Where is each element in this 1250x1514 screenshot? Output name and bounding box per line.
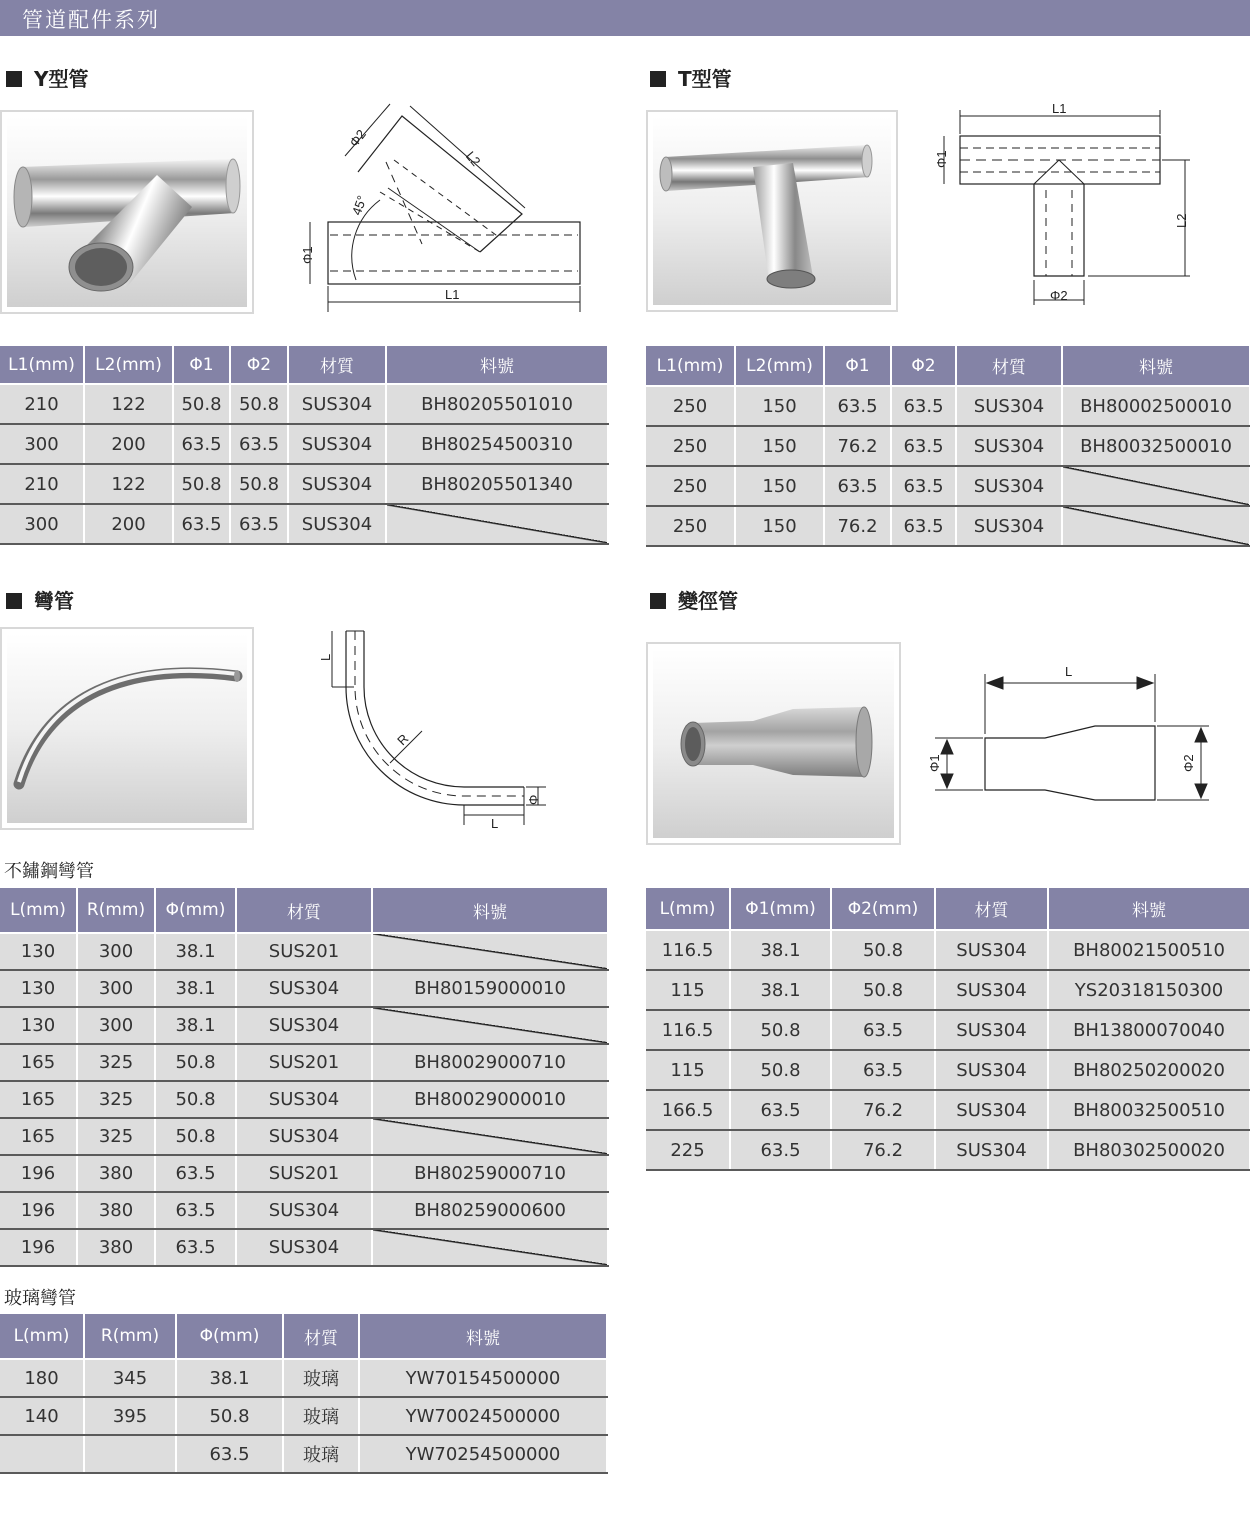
table-row — [0, 1155, 608, 1192]
cell: 165 — [0, 1118, 77, 1155]
cell: BH80032500510 — [1048, 1090, 1250, 1130]
cell: 50.8 — [176, 1397, 283, 1435]
empty-cell-slash — [372, 1229, 608, 1266]
steel-bend-table — [0, 888, 609, 1267]
cell: SUS304 — [288, 464, 386, 504]
cell: 76.2 — [831, 1130, 935, 1170]
glass-bend-table — [0, 1314, 608, 1474]
cell: 50.8 — [230, 464, 288, 504]
cell: 300 — [0, 424, 84, 464]
reducer-table — [646, 888, 1250, 1171]
cell: SUS304 — [236, 1081, 372, 1118]
col-header: Φ1 — [173, 346, 230, 384]
cell: 50.8 — [831, 970, 935, 1010]
cell: 玻璃 — [283, 1397, 359, 1435]
table-row — [0, 1359, 607, 1397]
cell: 63.5 — [891, 506, 956, 546]
cell: 122 — [84, 384, 173, 424]
col-header: L(mm) — [0, 888, 77, 933]
cell: 玻璃 — [283, 1435, 359, 1473]
t-pipe-image — [653, 117, 891, 305]
bend-photo — [0, 627, 254, 830]
cell: SUS304 — [956, 466, 1062, 506]
cell: 250 — [646, 466, 735, 506]
col-header: R(mm) — [77, 888, 155, 933]
cell: SUS304 — [236, 1118, 372, 1155]
col-header: 材質 — [935, 888, 1048, 930]
cell: 76.2 — [831, 1090, 935, 1130]
cell: SUS304 — [236, 1192, 372, 1229]
cell: YS20318150300 — [1048, 970, 1250, 1010]
cell: SUS304 — [935, 1130, 1048, 1170]
col-header: L1(mm) — [646, 346, 735, 386]
cell: 63.5 — [891, 466, 956, 506]
header-bar — [0, 0, 1250, 36]
cell: 63.5 — [155, 1155, 236, 1192]
cell: SUS304 — [935, 970, 1048, 1010]
cell: BH80029000710 — [372, 1044, 608, 1081]
reducer-title: 變徑管 — [678, 589, 738, 613]
col-header: 材質 — [283, 1314, 359, 1359]
empty-cell-slash — [1062, 466, 1250, 506]
square-bullet-icon — [6, 71, 22, 87]
cell: 50.8 — [730, 1010, 831, 1050]
cell: 38.1 — [730, 930, 831, 970]
cell: BH80032500010 — [1062, 426, 1250, 466]
cell: 115 — [646, 970, 730, 1010]
y-phi2-label: Φ2 — [346, 126, 369, 150]
cell: 63.5 — [831, 1010, 935, 1050]
table-row — [0, 1007, 608, 1044]
t-pipe-title: T型管 — [678, 67, 732, 91]
empty-cell-slash — [1062, 506, 1250, 546]
table-row — [0, 970, 608, 1007]
section-t-pipe — [650, 63, 732, 92]
t-l2-label: L2 — [1174, 213, 1189, 228]
cell: SUS304 — [236, 970, 372, 1007]
page-title: 管道配件系列 — [22, 8, 160, 32]
col-header: 材質 — [956, 346, 1062, 386]
cell: 300 — [77, 970, 155, 1007]
col-header: Φ1(mm) — [730, 888, 831, 930]
cell: 196 — [0, 1229, 77, 1266]
col-header: Φ2 — [230, 346, 288, 384]
empty-cell-slash — [372, 1118, 608, 1155]
cell: BH80254500310 — [386, 424, 608, 464]
cell: 50.8 — [155, 1081, 236, 1118]
reducer-diagram — [925, 660, 1225, 810]
table-row — [646, 930, 1250, 970]
cell: 165 — [0, 1081, 77, 1118]
cell: 250 — [646, 426, 735, 466]
cell: 63.5 — [824, 386, 891, 426]
cell: 38.1 — [155, 933, 236, 970]
cell: 300 — [0, 504, 84, 544]
cell: BH80002500010 — [1062, 386, 1250, 426]
reducer-image — [653, 649, 894, 838]
cell: BH80021500510 — [1048, 930, 1250, 970]
cell: 玻璃 — [283, 1359, 359, 1397]
col-header: Φ(mm) — [155, 888, 236, 933]
cell: 63.5 — [230, 504, 288, 544]
table-header-row — [0, 346, 608, 384]
cell: 130 — [0, 1007, 77, 1044]
cell: 50.8 — [730, 1050, 831, 1090]
table-row — [0, 424, 608, 464]
table-header-row — [0, 888, 608, 933]
cell: 300 — [77, 933, 155, 970]
col-header: L2(mm) — [84, 346, 173, 384]
table-row — [0, 1192, 608, 1229]
cell: SUS201 — [236, 933, 372, 970]
cell: 116.5 — [646, 930, 730, 970]
cell: SUS304 — [288, 424, 386, 464]
table-row — [0, 504, 608, 544]
square-bullet-icon — [650, 71, 666, 87]
cell: SUS304 — [956, 426, 1062, 466]
cell: 50.8 — [831, 930, 935, 970]
table-row — [0, 1435, 607, 1473]
table-header-row — [646, 346, 1250, 386]
cell: SUS201 — [236, 1155, 372, 1192]
y-l2-label: L2 — [462, 148, 484, 169]
cell: 50.8 — [173, 464, 230, 504]
reducer-photo — [646, 642, 901, 845]
section-bend — [6, 585, 74, 614]
cell: 63.5 — [730, 1130, 831, 1170]
bend-l-bottom-label: L — [491, 816, 499, 831]
cell: SUS304 — [956, 506, 1062, 546]
cell: 63.5 — [176, 1435, 283, 1473]
table-row — [646, 970, 1250, 1010]
cell — [0, 1435, 84, 1473]
y-l1-label: L1 — [445, 287, 460, 302]
cell: SUS304 — [236, 1007, 372, 1044]
cell: YW70154500000 — [359, 1359, 607, 1397]
col-header: Φ2(mm) — [831, 888, 935, 930]
cell: 63.5 — [155, 1229, 236, 1266]
cell: 76.2 — [824, 426, 891, 466]
cell: 63.5 — [730, 1090, 831, 1130]
cell: 63.5 — [891, 386, 956, 426]
table-row — [646, 506, 1250, 546]
cell: 210 — [0, 464, 84, 504]
table-row — [0, 384, 608, 424]
table-header-row — [0, 1314, 607, 1359]
y-pipe-title: Y型管 — [34, 67, 89, 91]
cell: BH80205501010 — [386, 384, 608, 424]
col-header: 料號 — [372, 888, 608, 933]
table-row — [646, 1130, 1250, 1170]
bend-image — [7, 634, 247, 823]
cell — [84, 1435, 176, 1473]
section-reducer — [650, 585, 738, 614]
cell: BH13800070040 — [1048, 1010, 1250, 1050]
table-row — [0, 1229, 608, 1266]
cell: 63.5 — [230, 424, 288, 464]
col-header: L1(mm) — [0, 346, 84, 384]
bend-title: 彎管 — [34, 589, 74, 613]
cell: 250 — [646, 386, 735, 426]
cell: 63.5 — [173, 504, 230, 544]
cell: 63.5 — [155, 1192, 236, 1229]
bend-r-label: R — [394, 730, 412, 749]
cell: 50.8 — [230, 384, 288, 424]
t-phi1-label: Φ1 — [934, 150, 949, 168]
cell: 150 — [735, 506, 824, 546]
cell: 38.1 — [176, 1359, 283, 1397]
col-header: 材質 — [236, 888, 372, 933]
steel-bend-subtitle: 不鏽鋼彎管 — [4, 861, 94, 882]
cell: 116.5 — [646, 1010, 730, 1050]
table-row — [646, 466, 1250, 506]
col-header: 料號 — [1048, 888, 1250, 930]
cell: BH80029000010 — [372, 1081, 608, 1118]
col-header: Φ(mm) — [176, 1314, 283, 1359]
cell: 63.5 — [173, 424, 230, 464]
y-pipe-diagram — [290, 100, 590, 315]
cell: 38.1 — [155, 970, 236, 1007]
cell: 50.8 — [155, 1118, 236, 1155]
y-pipe-photo — [0, 110, 254, 314]
t-pipe-table — [646, 346, 1250, 547]
cell: 63.5 — [891, 426, 956, 466]
cell: SUS304 — [935, 1010, 1048, 1050]
col-header: L(mm) — [646, 888, 730, 930]
y-phi1-label: Φ1 — [300, 246, 315, 264]
square-bullet-icon — [650, 593, 666, 609]
t-phi2-label: Φ2 — [1050, 288, 1068, 303]
cell: 225 — [646, 1130, 730, 1170]
reducer-phi2-label: Φ2 — [1181, 754, 1196, 772]
section-y-pipe — [6, 63, 88, 92]
cell: 150 — [735, 466, 824, 506]
cell: SUS304 — [956, 386, 1062, 426]
col-header: 料號 — [386, 346, 608, 384]
cell: 200 — [84, 504, 173, 544]
col-header: 料號 — [1062, 346, 1250, 386]
cell: 63.5 — [831, 1050, 935, 1090]
bend-phi-label: Φ — [526, 794, 541, 805]
cell: 210 — [0, 384, 84, 424]
cell: 325 — [77, 1044, 155, 1081]
cell: 180 — [0, 1359, 84, 1397]
cell: SUS304 — [236, 1229, 372, 1266]
cell: SUS304 — [288, 504, 386, 544]
cell: 38.1 — [155, 1007, 236, 1044]
cell: 380 — [77, 1155, 155, 1192]
y-pipe-table — [0, 346, 609, 545]
table-row — [0, 1397, 607, 1435]
reducer-l-label: L — [1065, 664, 1073, 679]
cell: 76.2 — [824, 506, 891, 546]
cell: SUS304 — [935, 1090, 1048, 1130]
cell: 196 — [0, 1155, 77, 1192]
col-header: Φ2 — [891, 346, 956, 386]
table-row — [646, 1010, 1250, 1050]
col-header: L(mm) — [0, 1314, 84, 1359]
empty-cell-slash — [372, 933, 608, 970]
cell: BH80259000600 — [372, 1192, 608, 1229]
table-header-row — [646, 888, 1250, 930]
cell: 115 — [646, 1050, 730, 1090]
bend-diagram — [310, 625, 555, 835]
cell: 166.5 — [646, 1090, 730, 1130]
cell: SUS304 — [288, 384, 386, 424]
cell: BH80205501340 — [386, 464, 608, 504]
cell: 38.1 — [730, 970, 831, 1010]
cell: 395 — [84, 1397, 176, 1435]
cell: 50.8 — [173, 384, 230, 424]
cell: BH80250200020 — [1048, 1050, 1250, 1090]
table-row — [0, 1081, 608, 1118]
y-pipe-image — [7, 117, 247, 307]
cell: 380 — [77, 1229, 155, 1266]
cell: 345 — [84, 1359, 176, 1397]
col-header: 料號 — [359, 1314, 607, 1359]
col-header: Φ1 — [824, 346, 891, 386]
cell: SUS304 — [935, 930, 1048, 970]
table-row — [646, 1050, 1250, 1090]
glass-bend-subtitle: 玻璃彎管 — [4, 1288, 76, 1309]
cell: SUS201 — [236, 1044, 372, 1081]
col-header: 材質 — [288, 346, 386, 384]
t-l1-label: L1 — [1052, 101, 1067, 116]
cell: YW70254500000 — [359, 1435, 607, 1473]
reducer-phi1-label: Φ1 — [927, 754, 942, 772]
empty-cell-slash — [386, 504, 608, 544]
cell: 150 — [735, 386, 824, 426]
cell: 325 — [77, 1081, 155, 1118]
cell: 300 — [77, 1007, 155, 1044]
y-angle-label: 45° — [348, 193, 370, 218]
cell: 165 — [0, 1044, 77, 1081]
t-pipe-photo — [646, 110, 898, 312]
square-bullet-icon — [6, 593, 22, 609]
table-row — [0, 1044, 608, 1081]
table-row — [646, 386, 1250, 426]
cell: 50.8 — [155, 1044, 236, 1081]
table-row — [646, 426, 1250, 466]
cell: 140 — [0, 1397, 84, 1435]
table-row — [0, 933, 608, 970]
cell: 325 — [77, 1118, 155, 1155]
col-header: L2(mm) — [735, 346, 824, 386]
table-row — [0, 464, 608, 504]
cell: 130 — [0, 970, 77, 1007]
cell: 63.5 — [824, 466, 891, 506]
cell: 122 — [84, 464, 173, 504]
cell: YW70024500000 — [359, 1397, 607, 1435]
cell: 200 — [84, 424, 173, 464]
t-pipe-diagram — [930, 100, 1200, 310]
cell: BH80159000010 — [372, 970, 608, 1007]
cell: 196 — [0, 1192, 77, 1229]
cell: SUS304 — [935, 1050, 1048, 1090]
cell: 130 — [0, 933, 77, 970]
col-header: R(mm) — [84, 1314, 176, 1359]
cell: 150 — [735, 426, 824, 466]
cell: 380 — [77, 1192, 155, 1229]
bend-l-top-label: L — [318, 653, 333, 661]
table-row — [646, 1090, 1250, 1130]
empty-cell-slash — [372, 1007, 608, 1044]
cell: BH80302500020 — [1048, 1130, 1250, 1170]
table-row — [0, 1118, 608, 1155]
cell: BH80259000710 — [372, 1155, 608, 1192]
cell: 250 — [646, 506, 735, 546]
